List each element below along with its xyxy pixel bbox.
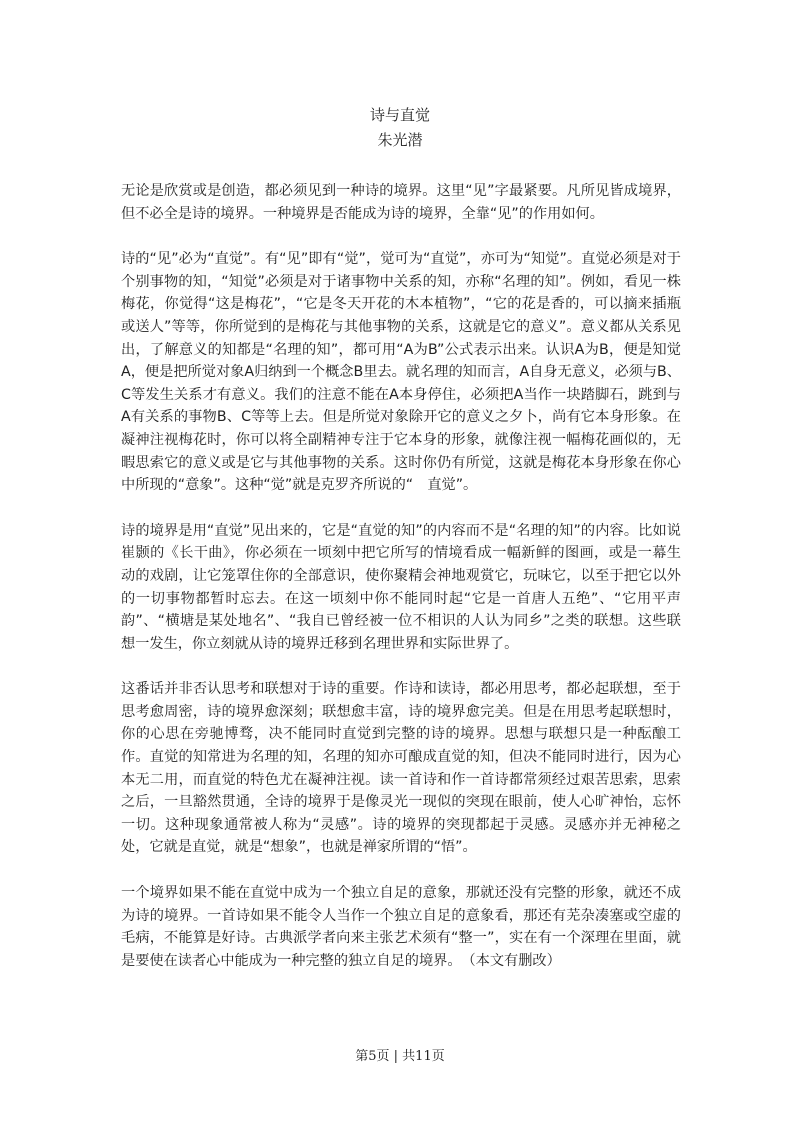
document-title: 诗与直觉 <box>369 106 430 124</box>
document-author: 朱光潜 <box>377 131 423 149</box>
paragraph: 一个境界如果不能在直觉中成为一个独立自足的意象，那就还没有完整的形象，就还不成为诗的境界。一首诗如果不能令人当作一个独立自足的意象看，那还有芜杂凑塞或空虚的毛病，不能算是好诗。古典派学者向来主张艺术须有“整一”，实在有一个深理在里面，就是要使在读者心中能成为一种完整的独立自足的境界。 （本文有删改） <box>121 885 681 969</box>
document-body <box>121 180 681 995</box>
paragraph: 这番话并非否认思考和联想对于诗的重要。作诗和读诗，都必用思考，都必起联想，至于思考愈周密，诗的境界愈深刻；联想愈丰富，诗的境界愈完美。但是在用思考起联想时，你的心思在旁驰博骛，决不能同时直觉到完整的诗的境界。思想与联想只是一种酝酿工作。直觉的知常进为名理的知，名理的知亦可酿成直觉的知，但决不能同时进行，因为心本无二用，而直觉的特色尤在凝神注视。读一首诗和作一首诗都常须经过艰苦思索，思索之后，一旦豁然贯通，全诗的境界于是像灵光一现似的突现在眼前，使人心旷神怡，忘怀一切。这种现象通常被人称为“灵感”。诗的境界的突现都起于灵感。灵感亦并无神秘之处，它就是直觉，就是“想象”，也就是禅家所谓的“悟”。 <box>121 681 681 856</box>
paragraph: 诗的境界是用“直觉”见出来的，它是“直觉的知”的内容而不是“名理的知”的内容。比如说崔颢的《长干曲》，你必须在一顷刻中把它所写的情境看成一幅新鲜的图画，或是一幕生动的戏剧，让它笼罩住你的全部意识，使你聚精会神地观赏它，玩味它，以至于把它以外的一切事物都暂时忘去。在这一顷刻中你不能同时起“它是一首唐人五绝”、“它用平声韵”、“横塘是某处地名”、“我自已曾经被一位不相识的人认为同乡”之类的联想。这些联想一发生，你立刻就从诗的境界迁移到名理世界和实际世界了。 <box>121 522 681 652</box>
paragraph: 无论是欣赏或是创造，都必须见到一种诗的境界。这里“见”字最紧要。凡所见皆成境界，但不必全是诗的境界。一种境界是否能成为诗的境界，全靠“见”的作用如何。 <box>121 183 681 222</box>
paragraph: 诗的“见”必为“直觉”。有“见”即有“觉”，觉可为“直觉”，亦可为“知觉”。直觉必须是对于个别事物的知，“知觉”必须是对于诸事物中关系的知，亦称“名理的知”。例如，看见一株梅花，你觉得“这是梅花”，“它是冬天开花的木本植物”，“它的花是香的，可以摘来插瓶或送人”等等，你所觉到的是梅花与其他事物的关系，这就是它的意义”。意义都从关系见出，了解意义的知都是“名理的知”，都可用“A为B”公式表示出来。认识A为B，便是知觉A，便是把所觉对象A归纳到一个概念B里去。就名理的知而言，A自身无意义，必须与B、C等发生关系才有意义。我们的注意不能在A本身停住，必须把A当作一块踏脚石，跳到与A有关系的事物B、C等等上去。但是所觉对象除开它的意义之夕卜，尚有它本身形象。在凝神注视梅花时，你可以将全副精神专注于它本身的形象，就像注视一幅梅花画似的，无暇思索它的意义或是它与其他事物的关系。这时你仍有所觉，这就是梅花本身形象在你心中所现的“意象”。这种“觉”就是克罗齐所说的“ 直觉”。 <box>121 251 681 494</box>
page-number-footer: 第5页 | 共11页 <box>355 1049 445 1064</box>
